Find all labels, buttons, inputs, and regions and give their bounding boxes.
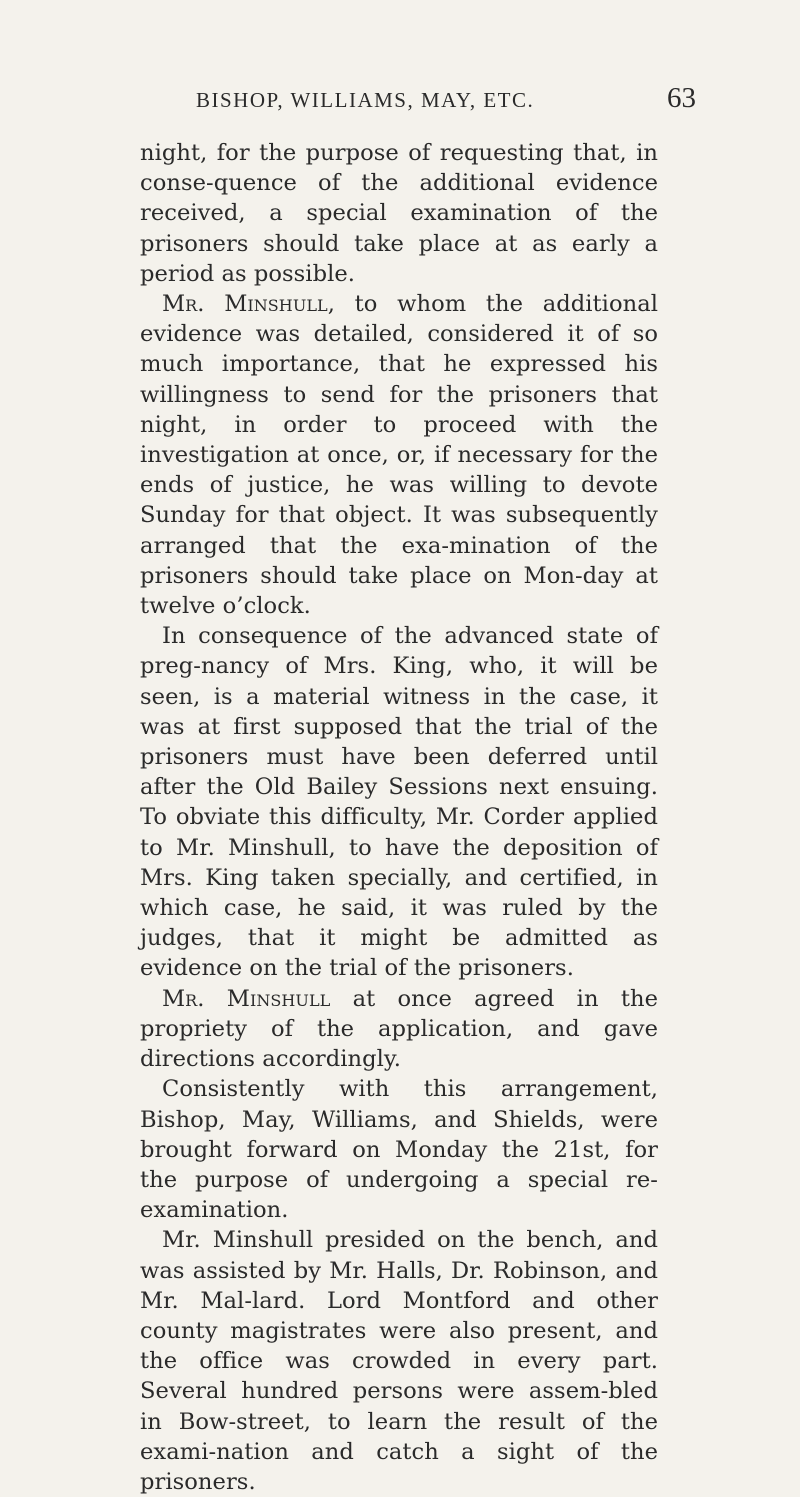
paragraph-4 bbox=[140, 984, 658, 1075]
paragraph-4-name: Mr. Minshull bbox=[162, 985, 331, 1012]
running-head bbox=[140, 82, 700, 122]
page-number: 63 bbox=[667, 82, 696, 114]
paragraph-1 bbox=[140, 138, 658, 289]
paragraph-5 bbox=[140, 1074, 658, 1225]
paragraph-2 bbox=[140, 289, 658, 621]
body-text bbox=[140, 138, 658, 1497]
paragraph-1-text: night, for the purpose of requesting that, in conse-quence of the additional evidence received, a special examination of the prisoners should take place at as early a period as possible. bbox=[140, 140, 658, 287]
paragraph-6 bbox=[140, 1225, 658, 1497]
paragraph-6-text: Mr. Minshull presided on the bench, and was assisted by Mr. Halls, Dr. Robinson, and Mr. Mal-lard. Lord Montford and other county magistrates were also present, and the office was crowded in every part. Several hundred persons were assem-bled in Bow-street, to learn the result of the exami-nation and catch a sight of the prisoners. bbox=[140, 1227, 658, 1495]
running-title: BISHOP, WILLIAMS, MAY, ETC. bbox=[196, 88, 535, 112]
paragraph-4-text: at once agreed in the propriety of the application, and gave directions accordingly. bbox=[140, 985, 658, 1073]
paragraph-2-name: Mr. Minshull, bbox=[162, 291, 335, 318]
paragraph-5-text: Consistently with this arrangement, Bishop, May, Williams, and Shields, were brought forward on Monday the 21st, for the purpose of undergoing a special re-examination. bbox=[140, 1076, 658, 1224]
paragraph-3 bbox=[140, 621, 658, 983]
paragraph-3-text: In consequence of the advanced state of preg-nancy of Mrs. King, who, it will be seen, is a material witness in the case, it was at first supposed that the trial of the prisoners must have been deferred until after the Old Bailey Sessions next ensuing. To obviate this difficulty, Mr. Corder applied to Mr. Minshull, to have the deposition of Mrs. King taken specially, and certified, in which case, he said, it was ruled by the judges, that it might be admitted as evidence on the trial of the prisoners. bbox=[140, 623, 658, 982]
paragraph-2-text: to whom the additional evidence was detailed, considered it of so much importance, that he expressed his willingness to send for the prisoners that night, in order to proceed with the investigation at once, or, if necessary for the ends of justice, he was willing to devote Sunday for that object. It was subsequently arranged that the exa-mination of the prisoners should take place on Mon-day at twelve o’clock. bbox=[140, 291, 658, 620]
